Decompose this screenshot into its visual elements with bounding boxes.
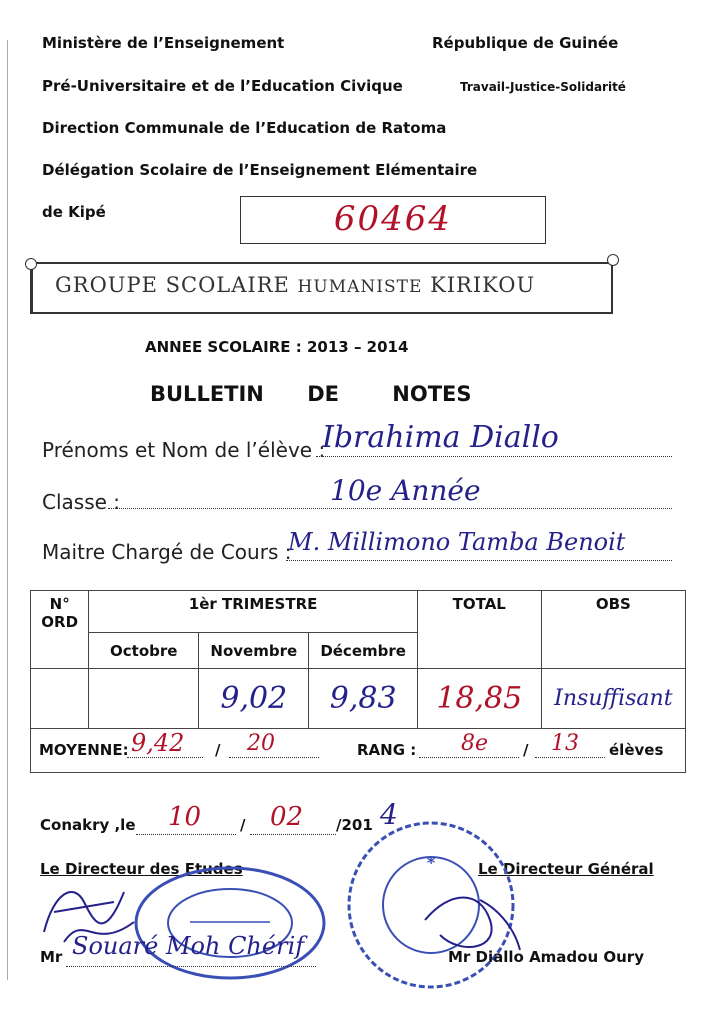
scroll-ornament-icon xyxy=(607,254,619,266)
column-header-no xyxy=(31,591,89,669)
date-year-prefix: /201 xyxy=(336,816,373,834)
mr-left-label: Mr xyxy=(40,948,63,966)
month-dotted-line xyxy=(250,834,336,835)
table-row xyxy=(31,669,686,729)
rang-value: 8e xyxy=(461,731,489,756)
school-name xyxy=(55,273,535,297)
day-dotted-line xyxy=(136,834,236,835)
ministry-line-1: Ministère de l’Enseignement xyxy=(42,34,285,52)
delegation-line-1: Délégation Scolaire de l’Enseignement Elémentaire xyxy=(42,161,478,179)
registration-number: 60464 xyxy=(333,199,453,239)
rang-dotted-line xyxy=(419,757,519,758)
column-header-no-line-2: ORD xyxy=(41,613,79,631)
moyenne-max-dotted-line xyxy=(229,757,319,758)
mr-left-dotted-line xyxy=(66,966,316,967)
cell-total: 18,85 xyxy=(417,669,541,729)
column-header-no-line-1: N° xyxy=(49,595,70,613)
class-label: Classe : xyxy=(42,490,121,514)
stamp-star-icon: * xyxy=(426,853,436,872)
school-name-part-2: HUMANISTE xyxy=(297,277,423,297)
column-header-month: Décembre xyxy=(309,633,417,669)
rang-total-dotted-line xyxy=(535,757,605,758)
rang-separator: / xyxy=(523,741,529,759)
cell-octobre xyxy=(89,669,199,729)
student-name-label: Prénoms et Nom de l’élève : xyxy=(42,438,326,462)
bulletin-word-1: BULLETIN xyxy=(150,382,264,406)
bulletin-word-2: DE xyxy=(307,382,339,406)
number-box xyxy=(240,196,546,244)
cell-decembre: 9,83 xyxy=(309,669,417,729)
teacher-value: M. Millimono Tamba Benoit xyxy=(288,528,626,556)
column-header-month: Octobre xyxy=(89,633,199,669)
bulletin-title xyxy=(150,382,472,406)
class-dotted-line xyxy=(108,508,672,509)
scan-margin-line xyxy=(7,40,8,980)
column-header-total: TOTAL xyxy=(417,591,541,669)
delegation-line-2: de Kipé xyxy=(42,203,106,221)
direction-line: Direction Communale de l’Education de Ratoma xyxy=(42,119,447,137)
moyenne-max: 20 xyxy=(247,731,275,756)
moyenne-separator: / xyxy=(215,741,221,759)
teacher-dotted-line xyxy=(286,560,672,561)
mr-right-name: Mr Diallo Amadou Oury xyxy=(448,948,644,966)
scroll-ornament-icon xyxy=(25,258,37,270)
bulletin-word-3: NOTES xyxy=(392,382,472,406)
rang-total: 13 xyxy=(551,731,579,756)
moyenne-value: 9,42 xyxy=(131,729,185,757)
date-year-suffix: 4 xyxy=(380,798,398,831)
place-label: Conakry ,le xyxy=(40,816,136,834)
teacher-label: Maitre Chargé de Cours : xyxy=(42,540,292,564)
moyenne-rang-row xyxy=(31,729,686,773)
date-separator: / xyxy=(240,816,246,834)
stamp-outer-ring xyxy=(136,868,324,978)
column-header-obs: OBS xyxy=(541,591,685,669)
cell-no xyxy=(31,669,89,729)
class-value: 10e Année xyxy=(330,474,481,507)
moyenne-label: MOYENNE: xyxy=(39,741,129,759)
cell-novembre: 9,02 xyxy=(199,669,309,729)
column-header-month: Novembre xyxy=(199,633,309,669)
director-studies-title: Le Directeur des Etudes xyxy=(40,860,243,878)
director-general-title: Le Directeur Général xyxy=(478,860,654,878)
rang-label: RANG : xyxy=(357,741,417,759)
grades-table xyxy=(30,590,686,773)
rang-suffix: élèves xyxy=(609,741,664,759)
moyenne-dotted-line xyxy=(127,757,203,758)
national-motto: Travail-Justice-Solidarité xyxy=(460,80,626,94)
column-header-trimester: 1èr TRIMESTRE xyxy=(89,591,417,633)
date-day: 10 xyxy=(168,802,202,832)
school-name-part-3: KIRIKOU xyxy=(430,273,536,297)
date-month: 02 xyxy=(270,802,304,832)
school-name-part-1: GROUPE SCOLAIRE xyxy=(55,273,290,297)
cell-obs: Insuffisant xyxy=(541,669,685,729)
school-name-banner xyxy=(30,262,613,314)
republic-label: République de Guinée xyxy=(432,34,619,52)
ministry-line-2: Pré-Universitaire et de l’Education Civique xyxy=(42,77,403,95)
student-name-dotted-line xyxy=(316,456,672,457)
school-year: ANNEE SCOLAIRE : 2013 – 2014 xyxy=(145,338,409,356)
student-name-value: Ibrahima Diallo xyxy=(322,420,559,455)
mr-left-name: Souaré Moh Chérif xyxy=(72,932,305,960)
